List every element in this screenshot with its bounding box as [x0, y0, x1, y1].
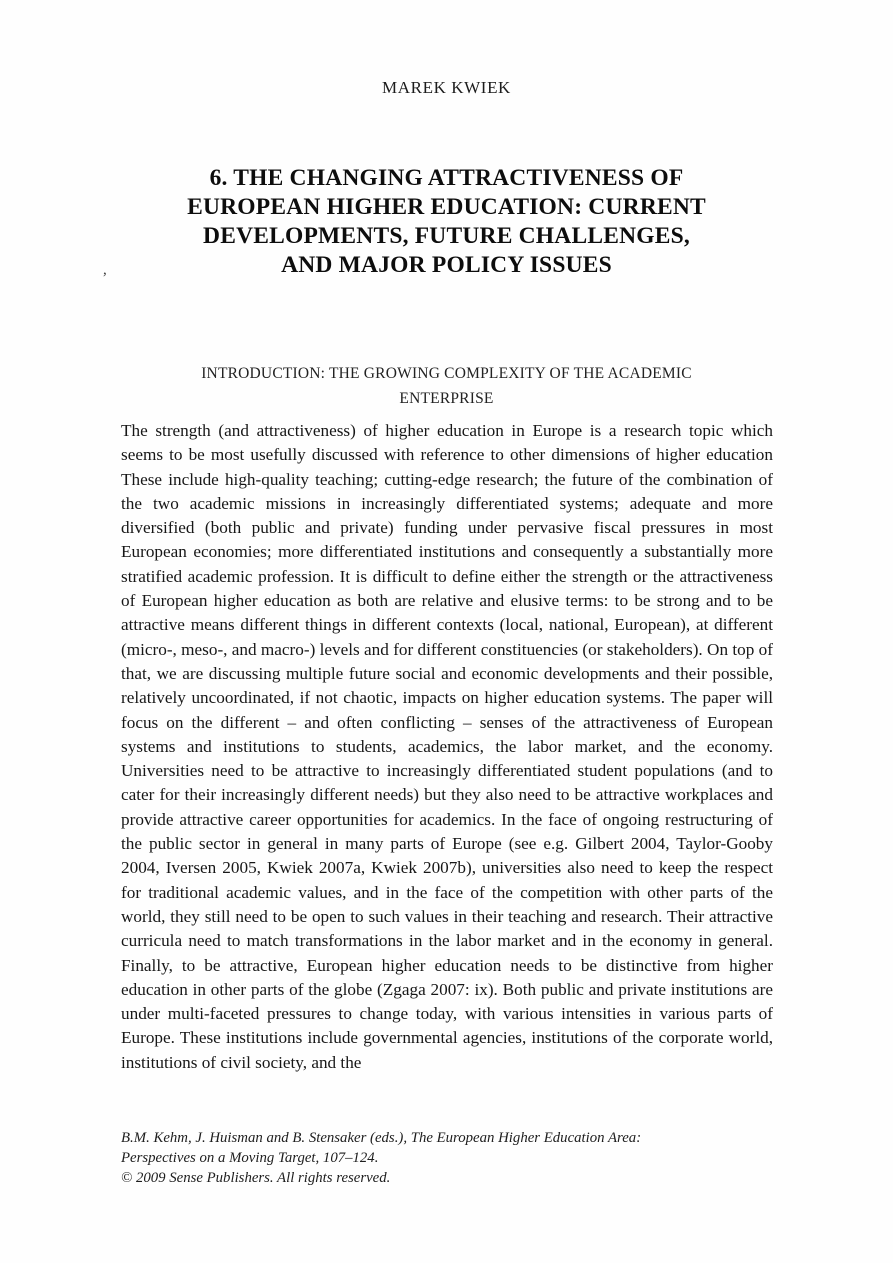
footer-citation-line: B.M. Kehm, J. Huisman and B. Stensaker (eds.), The European Higher Education Area: — [121, 1130, 642, 1146]
running-head-author: MAREK KWIEK — [382, 78, 511, 97]
footer-citation-line: © 2009 Sense Publishers. All rights reserved. — [121, 1170, 391, 1186]
chapter-title-line: 6. THE CHANGING ATTRACTIVENESS OF — [209, 165, 684, 191]
chapter-title — [0, 164, 893, 280]
section-heading-line: ENTERPRISE — [399, 390, 494, 407]
chapter-title-line: AND MAJOR POLICY ISSUES — [281, 252, 612, 278]
footer-citation — [121, 1128, 773, 1188]
chapter-title-line: DEVELOPMENTS, FUTURE CHALLENGES, — [203, 223, 690, 249]
scan-artifact: , — [103, 262, 107, 278]
footer-citation-line: Perspectives on a Moving Target, 107–124. — [121, 1150, 379, 1166]
body-paragraph: The strength (and attractiveness) of higher education in Europe is a research topic which seems to be most usefully discussed with reference to other dimensions of higher education These include high-quality teaching; cutting-edge research; the future of the combination of the two academic missions in increasingly differentiated systems; adequate and more diversified (both public and private) funding under pervasive fiscal pressures in most European economies; more differentiated institutions and consequently a substantially more stratified academic profession. It is difficult to define either the strength or the attractiveness of European higher education as both are relative and elusive terms: to be strong and to be attractive means different things in different contexts (local, national, European), at different (micro-, meso-, and macro-) levels and for different constituencies (or stakeholders). On top of that, we are discussing multiple future social and economic developments and their possible, relatively uncoordinated, if not chaotic, impacts on higher education systems. The paper will focus on the different – and often conflicting – senses of the attractiveness of European systems and institutions to students, academics, the labor market, and the economy. Universities need to be attractive to increasingly differentiated student populations (and to cater for their increasingly different needs) but they also need to be attractive workplaces and provide attractive career opportunities for academics. In the face of ongoing restructuring of the public sector in general in many parts of Europe (see e.g. Gilbert 2004, Taylor-Gooby 2004, Iversen 2005, Kwiek 2007a, Kwiek 2007b), universities also need to keep the respect for traditional academic values, and in the face of the competition with other parts of the world, they still need to be open to such values in their teaching and research. Their attractive curricula need to match transformations in the labor market and in the economy in general. Finally, to be attractive, European higher education needs to be distinctive from higher education in other parts of the globe (Zgaga 2007: ix). Both public and private institutions are under multi-faceted pressures to change today, with various intensities in various parts of Europe. These institutions include governmental agencies, institutions of the corporate world, institutions of civil society, and the — [121, 421, 773, 1072]
section-heading — [0, 361, 893, 411]
section-heading-line: INTRODUCTION: THE GROWING COMPLEXITY OF THE ACADEMIC — [201, 365, 692, 382]
chapter-title-line: EUROPEAN HIGHER EDUCATION: CURRENT — [187, 194, 706, 220]
